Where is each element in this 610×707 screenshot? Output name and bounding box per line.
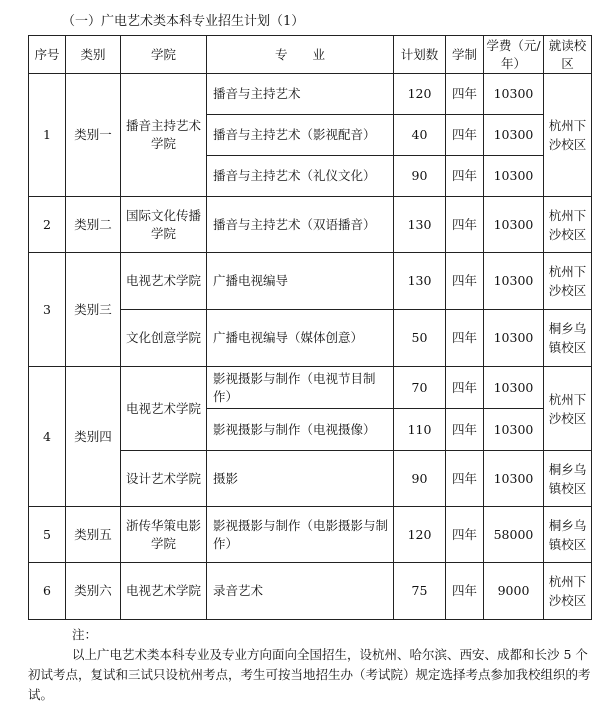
- quota-cell: 90: [394, 451, 446, 507]
- seq-cell: 2: [29, 197, 66, 253]
- college-cell: 播音主持艺术学院: [121, 74, 207, 197]
- duration-cell: 四年: [446, 115, 484, 156]
- category-cell: 类别四: [66, 367, 121, 507]
- college-cell: 电视艺术学院: [121, 367, 207, 451]
- campus-cell: 桐乡乌镇校区: [544, 507, 592, 563]
- college-cell: 国际文化传播学院: [121, 197, 207, 253]
- major-cell: 播音与主持艺术（双语播音）: [207, 197, 394, 253]
- quota-cell: 130: [394, 197, 446, 253]
- table-row: [29, 253, 592, 310]
- duration-cell: 四年: [446, 310, 484, 367]
- quota-cell: 50: [394, 310, 446, 367]
- quota-cell: 120: [394, 74, 446, 115]
- table-row: [29, 197, 592, 253]
- table-row: [29, 563, 592, 620]
- campus-cell: 桐乡乌镇校区: [544, 451, 592, 507]
- major-cell: 播音与主持艺术（影视配音）: [207, 115, 394, 156]
- notes-section: [28, 625, 600, 705]
- duration-cell: 四年: [446, 253, 484, 310]
- header-category: 类别: [66, 36, 121, 74]
- category-cell: 类别三: [66, 253, 121, 367]
- header-major: 专 业: [207, 36, 394, 74]
- seq-cell: 3: [29, 253, 66, 367]
- major-cell: 广播电视编导（媒体创意）: [207, 310, 394, 367]
- category-cell: 类别二: [66, 197, 121, 253]
- header-seq: 序号: [29, 36, 66, 74]
- duration-cell: 四年: [446, 74, 484, 115]
- campus-cell: 杭州下沙校区: [544, 563, 592, 620]
- duration-cell: 四年: [446, 197, 484, 253]
- notes-text: 以上广电艺术类本科专业及专业方向面向全国招生，设杭州、哈尔滨、西安、成都和长沙 5 个初试考点，复试和三试只设杭州考点，考生可按当地招生办（考试院）规定选择考点参加我校组织的考试。: [28, 647, 591, 702]
- table-row: [29, 367, 592, 409]
- major-cell: 摄影: [207, 451, 394, 507]
- duration-cell: 四年: [446, 563, 484, 620]
- major-cell: 录音艺术: [207, 563, 394, 620]
- fee-cell: 10300: [484, 310, 544, 367]
- major-cell: 广播电视编导: [207, 253, 394, 310]
- duration-cell: 四年: [446, 409, 484, 451]
- category-cell: 类别五: [66, 507, 121, 563]
- campus-cell: 杭州下沙校区: [544, 74, 592, 197]
- header-duration: 学制: [446, 36, 484, 74]
- fee-cell: 10300: [484, 156, 544, 197]
- college-cell: 设计艺术学院: [121, 451, 207, 507]
- table-row: [29, 507, 592, 563]
- seq-cell: 1: [29, 74, 66, 197]
- table-title: （一）广电艺术类本科专业招生计划（1）: [62, 14, 305, 29]
- duration-cell: 四年: [446, 507, 484, 563]
- category-cell: 类别一: [66, 74, 121, 197]
- major-cell: 影视摄影与制作（电影摄影与制作）: [207, 507, 394, 563]
- quota-cell: 40: [394, 115, 446, 156]
- fee-cell: 58000: [484, 507, 544, 563]
- enrollment-plan-table: [28, 35, 592, 620]
- fee-cell: 10300: [484, 451, 544, 507]
- major-cell: 影视摄影与制作（电视摄像）: [207, 409, 394, 451]
- quota-cell: 110: [394, 409, 446, 451]
- quota-cell: 75: [394, 563, 446, 620]
- fee-cell: 10300: [484, 115, 544, 156]
- major-cell: 播音与主持艺术（礼仪文化）: [207, 156, 394, 197]
- campus-cell: 桐乡乌镇校区: [544, 310, 592, 367]
- campus-cell: 杭州下沙校区: [544, 197, 592, 253]
- fee-cell: 10300: [484, 409, 544, 451]
- college-cell: 电视艺术学院: [121, 563, 207, 620]
- table-row: [29, 74, 592, 115]
- campus-cell: 杭州下沙校区: [544, 367, 592, 451]
- duration-cell: 四年: [446, 367, 484, 409]
- duration-cell: 四年: [446, 156, 484, 197]
- major-cell: 影视摄影与制作（电视节目制作）: [207, 367, 394, 409]
- header-quota: 计划数: [394, 36, 446, 74]
- fee-cell: 9000: [484, 563, 544, 620]
- header-college: 学院: [121, 36, 207, 74]
- fee-cell: 10300: [484, 253, 544, 310]
- fee-cell: 10300: [484, 367, 544, 409]
- seq-cell: 5: [29, 507, 66, 563]
- header-row: [29, 36, 592, 74]
- header-fee: 学费（元/年）: [484, 36, 544, 74]
- fee-cell: 10300: [484, 74, 544, 115]
- campus-cell: 杭州下沙校区: [544, 253, 592, 310]
- fee-cell: 10300: [484, 197, 544, 253]
- seq-cell: 4: [29, 367, 66, 507]
- seq-cell: 6: [29, 563, 66, 620]
- quota-cell: 130: [394, 253, 446, 310]
- notes-label: 注：: [72, 627, 98, 642]
- college-cell: 浙传华策电影学院: [121, 507, 207, 563]
- quota-cell: 120: [394, 507, 446, 563]
- header-campus: 就读校区: [544, 36, 592, 74]
- college-cell: 文化创意学院: [121, 310, 207, 367]
- category-cell: 类别六: [66, 563, 121, 620]
- quota-cell: 70: [394, 367, 446, 409]
- major-cell: 播音与主持艺术: [207, 74, 394, 115]
- duration-cell: 四年: [446, 451, 484, 507]
- quota-cell: 90: [394, 156, 446, 197]
- college-cell: 电视艺术学院: [121, 253, 207, 310]
